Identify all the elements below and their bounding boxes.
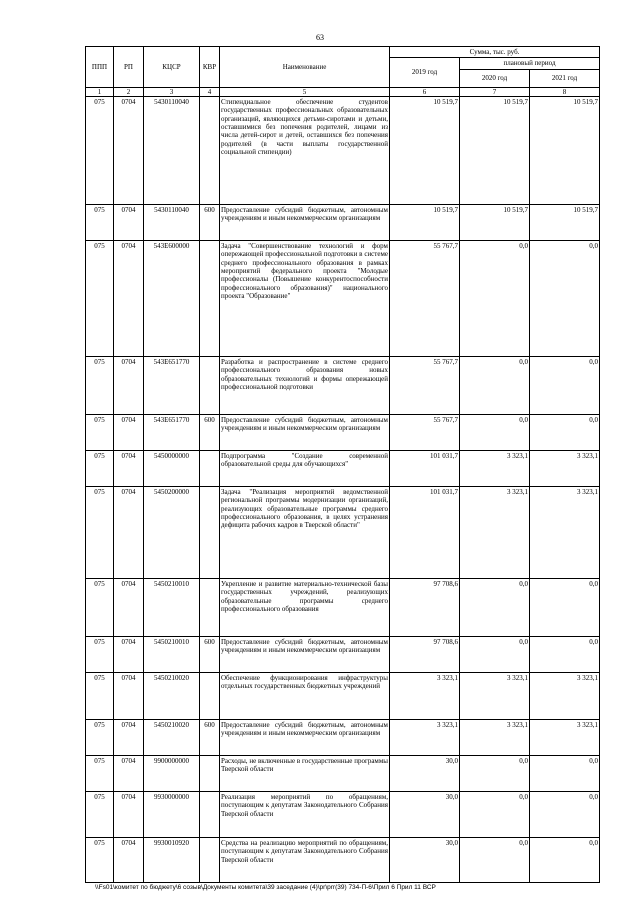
header-ppp: ППП <box>86 47 114 88</box>
cell-2021: 10 519,7 <box>530 204 600 240</box>
cell-kcsr: 5450000000 <box>144 450 200 486</box>
cell-kcsr: 9900000000 <box>144 755 200 791</box>
cell-2021: 0,0 <box>530 414 600 450</box>
cell-2019: 30,0 <box>390 791 460 837</box>
cell-ppp: 075 <box>86 636 114 672</box>
column-number: 8 <box>530 87 600 96</box>
cell-name: Предоставление субсидий бюджетным, автономным учреждениям и иным некоммерческим организациям <box>220 636 390 672</box>
cell-2020: 0,0 <box>460 837 530 882</box>
header-2020: 2020 год <box>460 69 530 87</box>
header-kcsr: КЦСР <box>144 47 200 88</box>
cell-kvr <box>200 486 220 578</box>
cell-2020: 0,0 <box>460 791 530 837</box>
cell-2021: 0,0 <box>530 578 600 636</box>
cell-2020: 0,0 <box>460 356 530 414</box>
table-row <box>86 356 600 414</box>
table-row <box>86 204 600 240</box>
cell-kcsr: 543E651770 <box>144 414 200 450</box>
cell-kcsr: 9930000000 <box>144 791 200 837</box>
cell-kvr <box>200 450 220 486</box>
cell-2020: 0,0 <box>460 240 530 356</box>
table-row <box>86 837 600 882</box>
cell-2021: 0,0 <box>530 755 600 791</box>
header-planned-period: плановый период <box>460 58 600 69</box>
cell-2019: 30,0 <box>390 837 460 882</box>
table-row <box>86 636 600 672</box>
header-sum: Сумма, тыс. руб. <box>390 47 600 58</box>
cell-ppp: 075 <box>86 414 114 450</box>
cell-kvr <box>200 837 220 882</box>
cell-2019: 10 519,7 <box>390 204 460 240</box>
cell-rp: 0704 <box>114 240 144 356</box>
cell-kvr <box>200 356 220 414</box>
cell-2019: 55 767,7 <box>390 356 460 414</box>
column-number: 2 <box>114 87 144 96</box>
cell-name: Задача "Реализация мероприятий ведомственной региональной программы модернизации организаций, реализующих образовательные программы среднего профессионального образования, в целях устранения дефицита рабочих кадров в Тверской области" <box>220 486 390 578</box>
table-row <box>86 791 600 837</box>
cell-2021: 3 323,1 <box>530 450 600 486</box>
cell-rp: 0704 <box>114 791 144 837</box>
cell-rp: 0704 <box>114 486 144 578</box>
cell-rp: 0704 <box>114 755 144 791</box>
cell-name: Подпрограмма "Создание современной образовательной среды для обучающихся" <box>220 450 390 486</box>
cell-kcsr: 5430110040 <box>144 204 200 240</box>
cell-name: Предоставление субсидий бюджетным, автономным учреждениям и иным некоммерческим организациям <box>220 414 390 450</box>
cell-ppp: 075 <box>86 672 114 719</box>
header-2019: 2019 год <box>390 58 460 87</box>
table-row <box>86 240 600 356</box>
cell-rp: 0704 <box>114 204 144 240</box>
cell-name: Реализация мероприятий по обращениям, поступающим к депутатам Законодательного Собрания Тверской области <box>220 791 390 837</box>
cell-2021: 3 323,1 <box>530 719 600 755</box>
cell-ppp: 075 <box>86 837 114 882</box>
cell-rp: 0704 <box>114 636 144 672</box>
cell-name: Задача "Совершенствование технологий и форм опережающей профессиональной подготовки в системе среднего профессионального образования в рамках мероприятий федерального проекта "Молодые профессионалы (Повышение конкурентоспособности профессионального образования)" национального проекта "Образование" <box>220 240 390 356</box>
cell-ppp: 075 <box>86 356 114 414</box>
table-row <box>86 486 600 578</box>
column-number: 4 <box>200 87 220 96</box>
column-number: 1 <box>86 87 114 96</box>
cell-2021: 0,0 <box>530 356 600 414</box>
header-2021: 2021 год <box>530 69 600 87</box>
cell-kvr: 600 <box>200 636 220 672</box>
cell-2020: 3 323,1 <box>460 450 530 486</box>
cell-kcsr: 9930010920 <box>144 837 200 882</box>
cell-ppp: 075 <box>86 719 114 755</box>
cell-kcsr: 5450210010 <box>144 636 200 672</box>
cell-2020: 3 323,1 <box>460 486 530 578</box>
cell-2019: 3 323,1 <box>390 719 460 755</box>
cell-kcsr: 543E651770 <box>144 356 200 414</box>
cell-kvr <box>200 578 220 636</box>
cell-2021: 3 323,1 <box>530 672 600 719</box>
table-row <box>86 672 600 719</box>
cell-rp: 0704 <box>114 450 144 486</box>
cell-ppp: 075 <box>86 96 114 204</box>
cell-name: Укрепление и развитие материально-технической базы государственных учреждений, реализующих образовательные программы среднего профессионального образования <box>220 578 390 636</box>
table-header <box>86 47 600 97</box>
cell-rp: 0704 <box>114 672 144 719</box>
column-number: 3 <box>144 87 200 96</box>
cell-2020: 3 323,1 <box>460 672 530 719</box>
budget-table <box>85 46 600 883</box>
table-row <box>86 96 600 204</box>
cell-name: Предоставление субсидий бюджетным, автономным учреждениям и иным некоммерческим организациям <box>220 204 390 240</box>
table-row <box>86 719 600 755</box>
table-row <box>86 578 600 636</box>
cell-2019: 3 323,1 <box>390 672 460 719</box>
cell-2021: 0,0 <box>530 837 600 882</box>
column-number: 7 <box>460 87 530 96</box>
page-number: 63 <box>316 33 324 42</box>
cell-name: Расходы, не включенные в государственные программы Тверской области <box>220 755 390 791</box>
table-row <box>86 414 600 450</box>
cell-kcsr: 5450210020 <box>144 672 200 719</box>
cell-2021: 0,0 <box>530 791 600 837</box>
cell-name: Обеспечение функционирования инфраструктуры отдельных государственных бюджетных учреждений <box>220 672 390 719</box>
cell-2020: 0,0 <box>460 755 530 791</box>
header-kvr: КВР <box>200 47 220 88</box>
cell-2021: 3 323,1 <box>530 486 600 578</box>
cell-kvr: 600 <box>200 719 220 755</box>
cell-kcsr: 5450210010 <box>144 578 200 636</box>
cell-rp: 0704 <box>114 96 144 204</box>
cell-2019: 97 708,6 <box>390 636 460 672</box>
table-row <box>86 450 600 486</box>
cell-2019: 55 767,7 <box>390 414 460 450</box>
cell-2019: 101 031,7 <box>390 486 460 578</box>
cell-name: Стипендиальное обеспечение студентов государственных профессиональных образовательных организаций, являющихся детьми-сиротами и детьми, оставшимися без попечения родителей, лицами из числа детей-сирот и детей, оставшихся без попечения родителей (в части выплаты государственной социальной стипендии) <box>220 96 390 204</box>
cell-kcsr: 5450210020 <box>144 719 200 755</box>
column-number: 5 <box>220 87 390 96</box>
cell-2020: 0,0 <box>460 414 530 450</box>
table-row <box>86 755 600 791</box>
cell-rp: 0704 <box>114 356 144 414</box>
cell-ppp: 075 <box>86 791 114 837</box>
file-path-footer: \\Fs01\комитет по бюджету\6 созыв\Документы комитета\39 заседание (4)\pr\prr(39) 734-П-6\Прил 6 Прил 11 ВСР <box>95 884 436 891</box>
cell-kcsr: 5450200000 <box>144 486 200 578</box>
header-rp: РП <box>114 47 144 88</box>
cell-rp: 0704 <box>114 719 144 755</box>
cell-kvr <box>200 240 220 356</box>
cell-kvr: 600 <box>200 204 220 240</box>
cell-kvr <box>200 96 220 204</box>
cell-2020: 10 519,7 <box>460 204 530 240</box>
cell-kvr: 600 <box>200 414 220 450</box>
cell-2019: 10 519,7 <box>390 96 460 204</box>
cell-ppp: 075 <box>86 240 114 356</box>
cell-kvr <box>200 672 220 719</box>
cell-2020: 3 323,1 <box>460 719 530 755</box>
cell-rp: 0704 <box>114 414 144 450</box>
cell-ppp: 075 <box>86 204 114 240</box>
cell-2021: 0,0 <box>530 636 600 672</box>
cell-2020: 0,0 <box>460 578 530 636</box>
column-number: 6 <box>390 87 460 96</box>
table-body <box>86 96 600 882</box>
cell-name: Предоставление субсидий бюджетным, автономным учреждениям и иным некоммерческим организациям <box>220 719 390 755</box>
cell-name: Разработка и распространение в системе среднего профессионального образования новых образовательных технологий и формы опережающей профессиональной подготовки <box>220 356 390 414</box>
cell-2019: 30,0 <box>390 755 460 791</box>
header-name: Наименование <box>220 47 390 88</box>
cell-2020: 0,0 <box>460 636 530 672</box>
cell-2019: 55 767,7 <box>390 240 460 356</box>
cell-2021: 0,0 <box>530 240 600 356</box>
cell-kcsr: 5430110040 <box>144 96 200 204</box>
cell-ppp: 075 <box>86 578 114 636</box>
column-number-row <box>86 87 600 96</box>
cell-kvr <box>200 755 220 791</box>
cell-2019: 101 031,7 <box>390 450 460 486</box>
cell-kcsr: 543E600000 <box>144 240 200 356</box>
cell-name: Средства на реализацию мероприятий по обращениям, поступающим к депутатам Законодательного Собрания Тверской области <box>220 837 390 882</box>
cell-rp: 0704 <box>114 578 144 636</box>
cell-ppp: 075 <box>86 755 114 791</box>
cell-kvr <box>200 791 220 837</box>
cell-2019: 97 708,6 <box>390 578 460 636</box>
cell-ppp: 075 <box>86 486 114 578</box>
cell-ppp: 075 <box>86 450 114 486</box>
cell-2021: 10 519,7 <box>530 96 600 204</box>
cell-rp: 0704 <box>114 837 144 882</box>
cell-2020: 10 519,7 <box>460 96 530 204</box>
